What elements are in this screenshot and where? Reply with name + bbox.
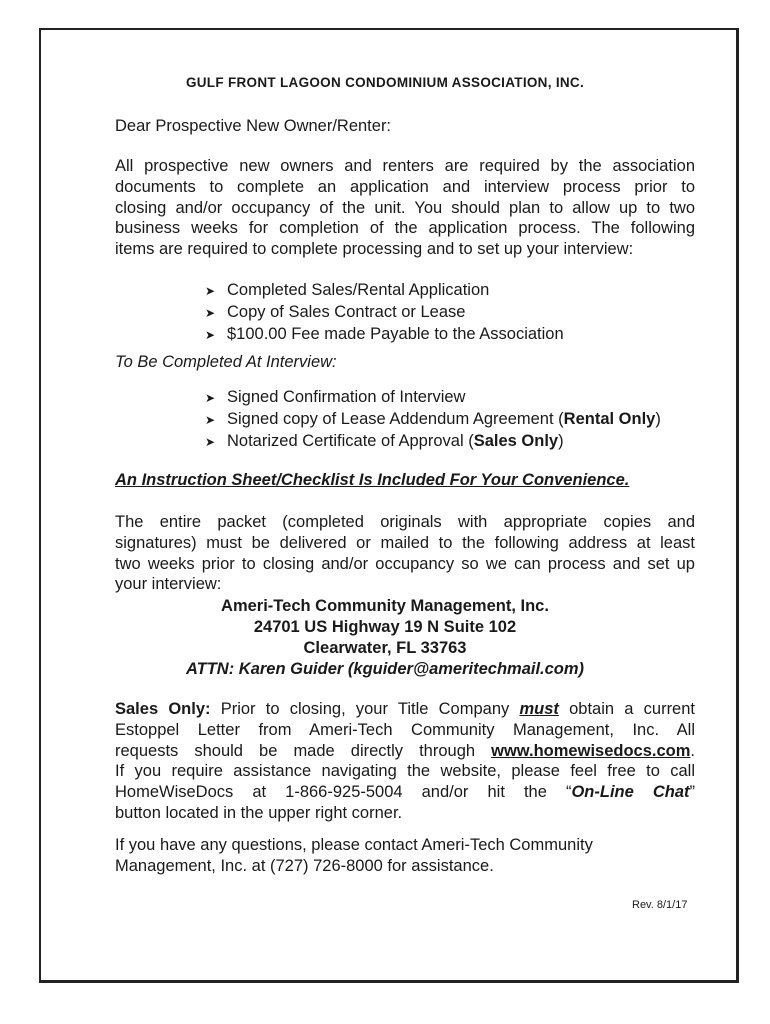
list-item: ➤ $100.00 Fee made Payable to the Association (205, 324, 564, 346)
arrow-bullet-icon: ➤ (205, 284, 216, 298)
sales-line: If you require assistance navigating the website, please feel free to call (115, 762, 695, 781)
list-item: ➤ Notarized Certificate of Approval (Sales Only) (205, 431, 661, 453)
address-street: 24701 US Highway 19 N Suite 102 (253, 618, 517, 636)
interview-items-list (205, 387, 661, 452)
packet-line: The entire packet (completed originals with appropriate copies and (115, 513, 695, 531)
sales-line: Estoppel Letter from Ameri-Tech Community Management, Inc. All (115, 720, 695, 739)
sales-line: requests should be made directly through www.homewisedocs.com. (115, 741, 695, 760)
contact-paragraph (115, 835, 695, 877)
organization-title: GULF FRONT LAGOON CONDOMINIUM ASSOCIATION, INC. (185, 75, 585, 90)
address-city: Clearwater, FL 33763 (303, 639, 467, 657)
arrow-bullet-icon: ➤ (205, 305, 216, 320)
required-items-list (205, 280, 564, 345)
sales-paragraph (115, 699, 695, 824)
homewisedocs-link[interactable]: www.homewisedocs.com (491, 741, 691, 760)
intro-line: business weeks for completion of the application process. The following (115, 219, 695, 238)
address-attn: ATTN: Karen Guider (kguider@ameritechmail.com) (185, 660, 585, 678)
intro-line: documents to complete an application and interview process prior to (115, 177, 695, 196)
sales-line: button located in the upper right corner. (115, 803, 403, 822)
address-company: Ameri-Tech Community Management, Inc. (221, 597, 549, 615)
contact-line: If you have any questions, please contact Ameri-Tech Community (115, 836, 593, 854)
arrow-bullet-icon: ➤ (205, 434, 216, 449)
list-item: ➤ Signed copy of Lease Addendum Agreement (Rental Only) (205, 409, 661, 431)
arrow-bullet-icon: ➤ (205, 327, 216, 342)
packet-line: your interview: (115, 575, 222, 594)
salutation: Dear Prospective New Owner/Renter: (115, 117, 392, 135)
intro-line: items are required to complete processing and to set up your interview: (115, 240, 634, 259)
revision-date: Rev. 8/1/17 (632, 899, 688, 911)
intro-line: All prospective new owners and renters are required by the association (115, 157, 695, 175)
packet-line: signatures) must be delivered or mailed to the following address at least (115, 533, 695, 552)
list-item: ➤ Copy of Sales Contract or Lease (205, 302, 564, 324)
sales-line: HomeWiseDocs at 1-866-925-5004 and/or hit the “On-Line Chat” (115, 783, 696, 802)
packet-line: two weeks prior to closing and/or occupancy so we can process and set up (115, 554, 695, 573)
packet-paragraph (115, 512, 695, 595)
arrow-bullet-icon: ➤ (205, 412, 216, 427)
sales-line: Sales Only: Prior to closing, your Title Company must obtain a current (115, 700, 695, 718)
intro-paragraph (115, 156, 695, 260)
intro-line: closing and/or occupancy of the unit. You should plan to allow up to two (115, 198, 695, 217)
interview-heading: To Be Completed At Interview: (115, 353, 337, 371)
arrow-bullet-icon: ➤ (205, 391, 216, 405)
checklist-heading: An Instruction Sheet/Checklist Is Included For Your Convenience. (115, 471, 630, 489)
list-item: ➤ Completed Sales/Rental Application (205, 280, 564, 302)
list-item: ➤ Signed Confirmation of Interview (205, 387, 661, 409)
contact-line: Management, Inc. at (727) 726-8000 for assistance. (115, 856, 494, 875)
